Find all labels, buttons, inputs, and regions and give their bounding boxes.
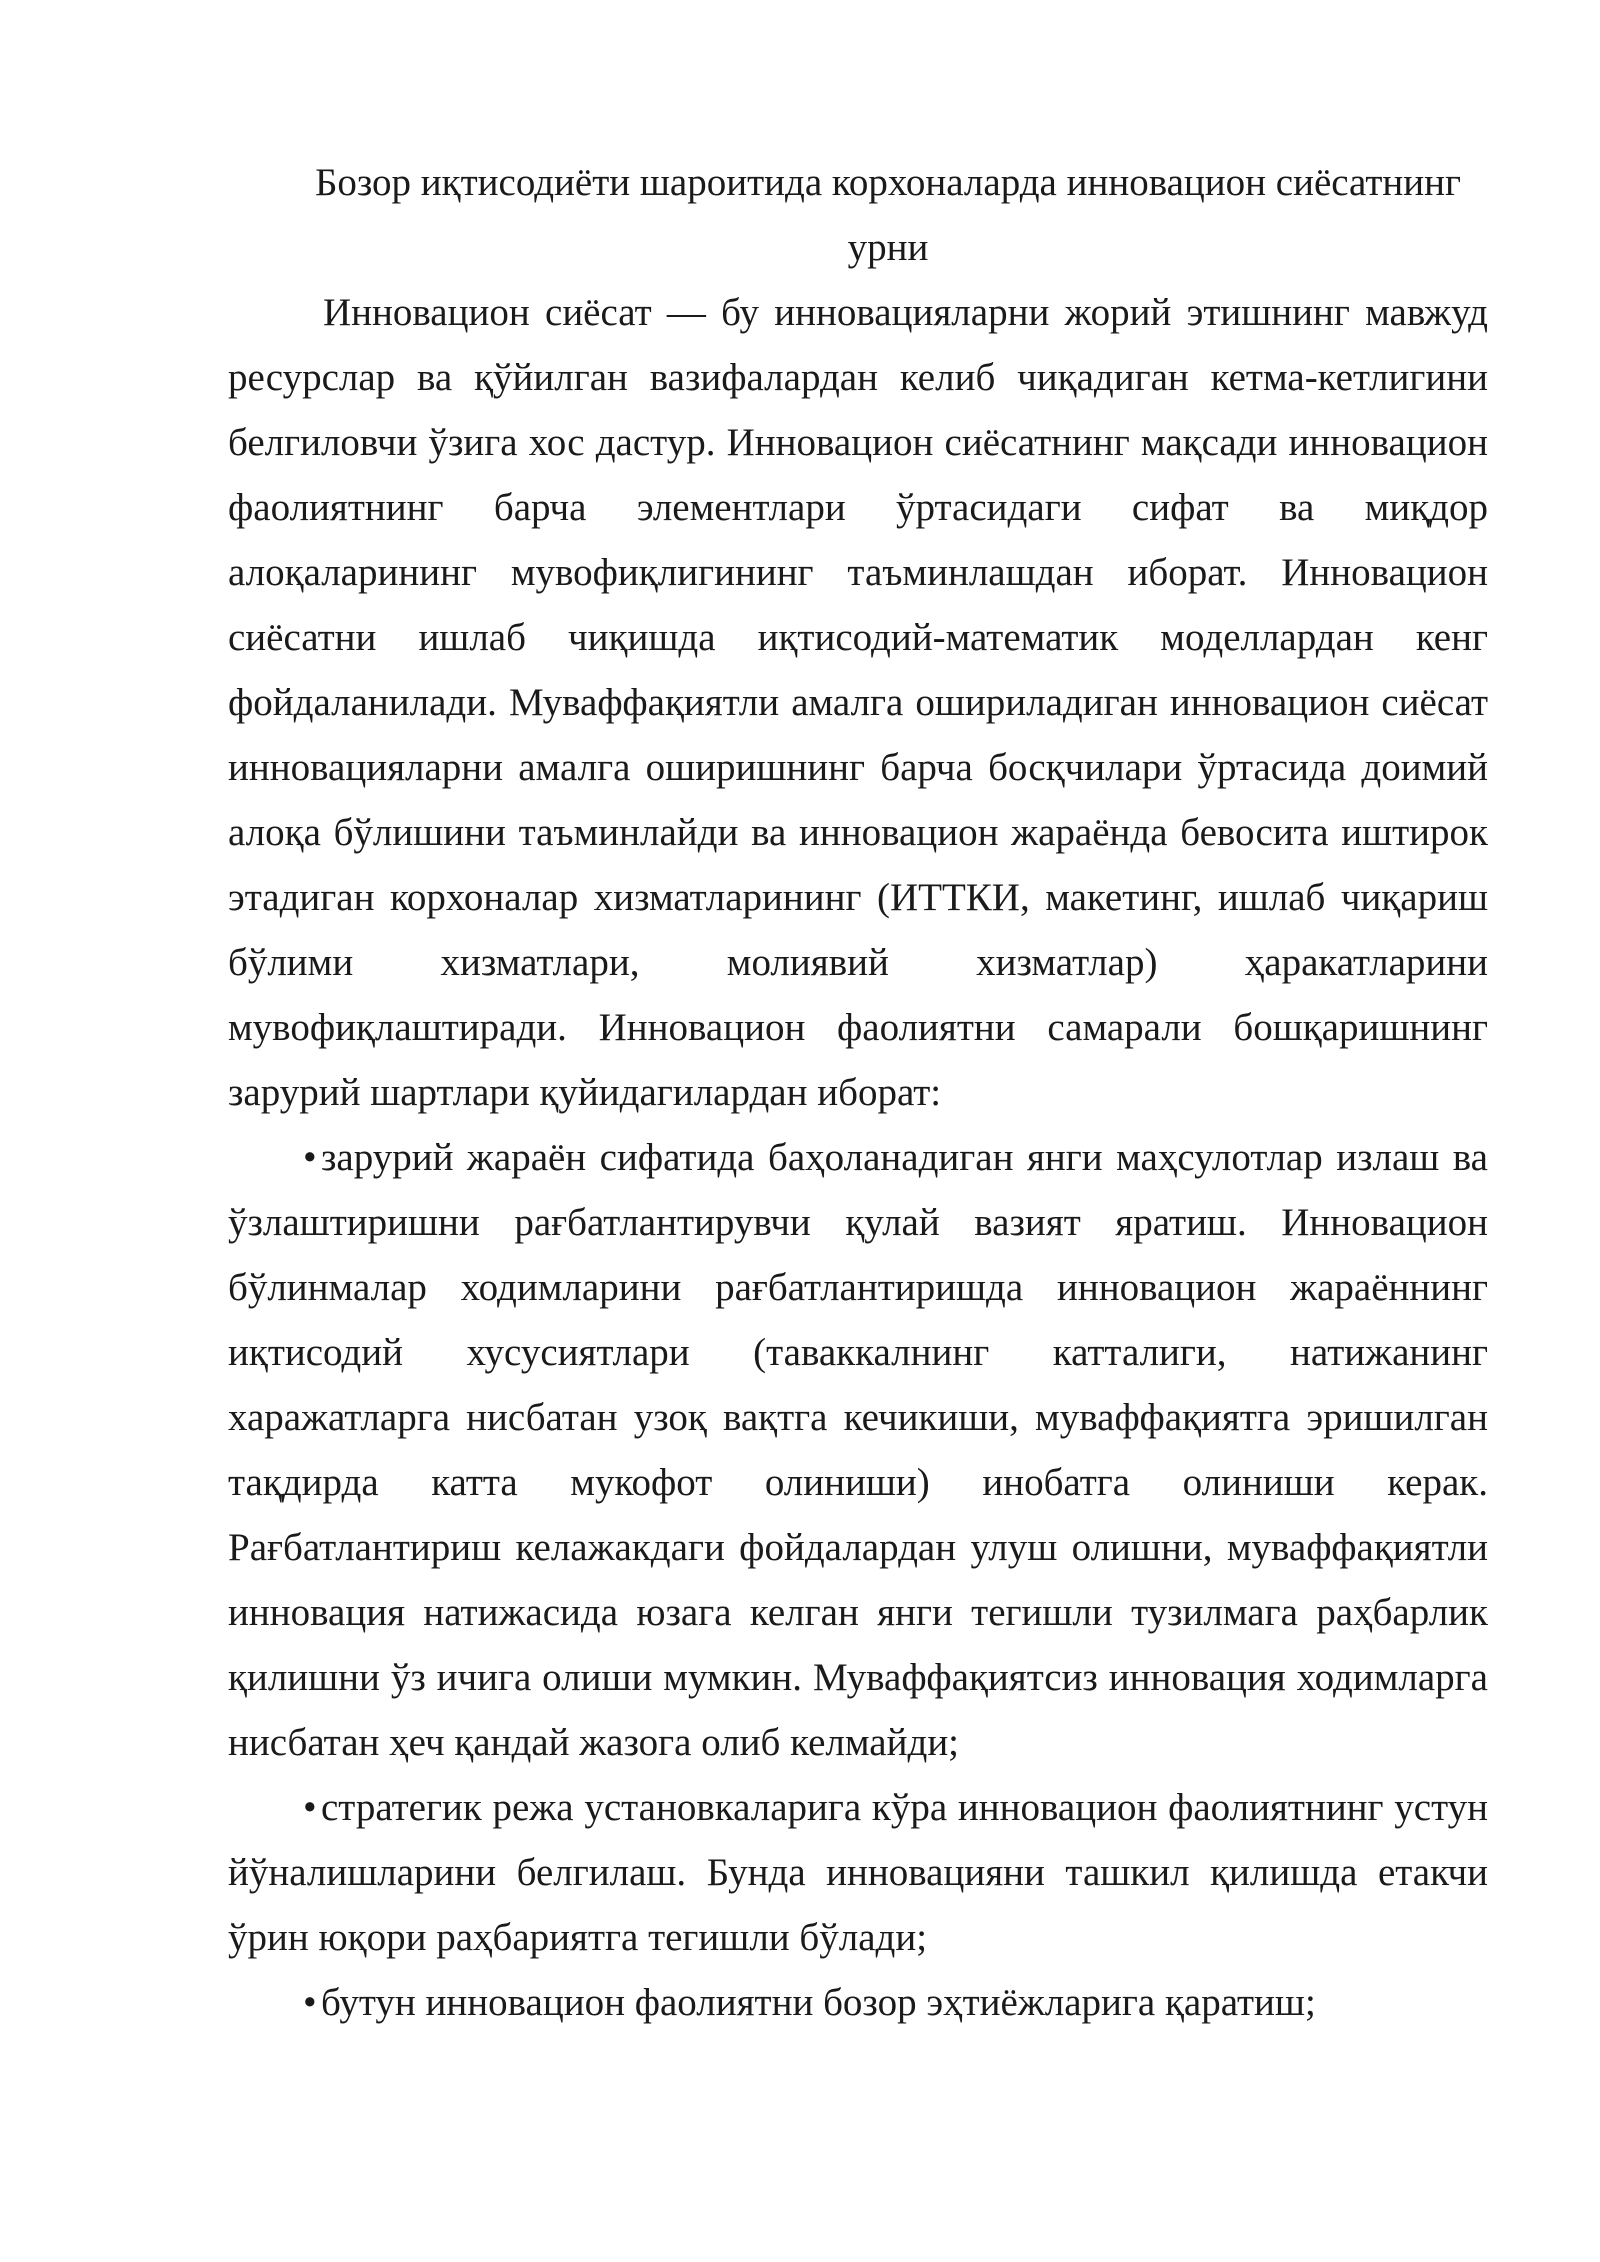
bullet-icon: •: [303, 1136, 317, 1179]
document-title: Бозор иқтисодиёти шароитида корхоналарда инновацион сиёсатнинг урни: [314, 161, 1462, 269]
bullet-item-1: [228, 1125, 1488, 1775]
document-body: [228, 150, 1488, 2035]
bullet-item-2: [228, 1775, 1488, 1970]
bullet-item-3: [228, 1970, 1488, 2035]
bullet-icon: •: [303, 1786, 317, 1829]
bullet-text-2: стратегик режа установкаларига кўра инновацион фаолиятнинг устун йўналишларини белгилаш. Бунда инновацияни ташкил қилишда етакчи ўрин юқори раҳбариятга тегишли бўлади;: [228, 1786, 1488, 1959]
intro-paragraph: Инновацион сиёсат — бу инновацияларни жорий этишнинг мавжуд ресурслар ва қўйилган вазифалардан келиб чиқадиган кетма-кетлигини белгиловчи ўзига хос дастур. Инновацион сиёсатнинг мақсади инновацион фаолиятнинг барча элементлари ўртасидаги сифат ва миқдор алоқаларининг мувофиқлигининг таъминлашдан иборат. Инновацион сиёсатни ишлаб чиқишда иқтисодий-математик моделлардан кенг фойдаланилади. Муваффақиятли амалга ошириладиган инновацион сиёсат инновацияларни амалга оширишнинг барча босқчилари ўртасида доимий алоқа бўлишини таъминлайди ва инновацион жараёнда бевосита иштирок этадиган корхоналар хизматларининг (ИТТКИ, макетинг, ишлаб чиқариш бўлими хизматлари, молиявий хизматлар) ҳаракатларини мувофиқлаштиради. Инновацион фаолиятни самарали бошқаришнинг зарурий шартлари қуйидагилардан иборат:: [228, 291, 1488, 1114]
bullet-icon: •: [303, 1981, 317, 2024]
bullet-text-1: зарурий жараён сифатида баҳоланадиган янги маҳсулотлар излаш ва ўзлаштиришни рағбатлантирувчи қулай вазият яратиш. Инновацион бўлинмалар ходимларини рағбатлантиришда инновацион жараённинг иқтисодий хусусиятлари (таваккалнинг катталиги, натижанинг харажатларга нисбатан узоқ вақтга кечикиши, муваффақиятга эришилган тақдирда катта мукофот олиниши) инобатга олиниши керак. Рағбатлантириш келажакдаги фойдалардан улуш олишни, муваффақиятли инновация натижасида юзага келган янги тегишли тузилмага раҳбарлик қилишни ўз ичига олиши мумкин. Муваффақиятсиз инновация ходимларга нисбатан ҳеч қандай жазога олиб келмайди;: [228, 1136, 1488, 1764]
bullet-text-3: бутун инновацион фаолиятни бозор эҳтиёжларига қаратиш;: [321, 1981, 1316, 2024]
